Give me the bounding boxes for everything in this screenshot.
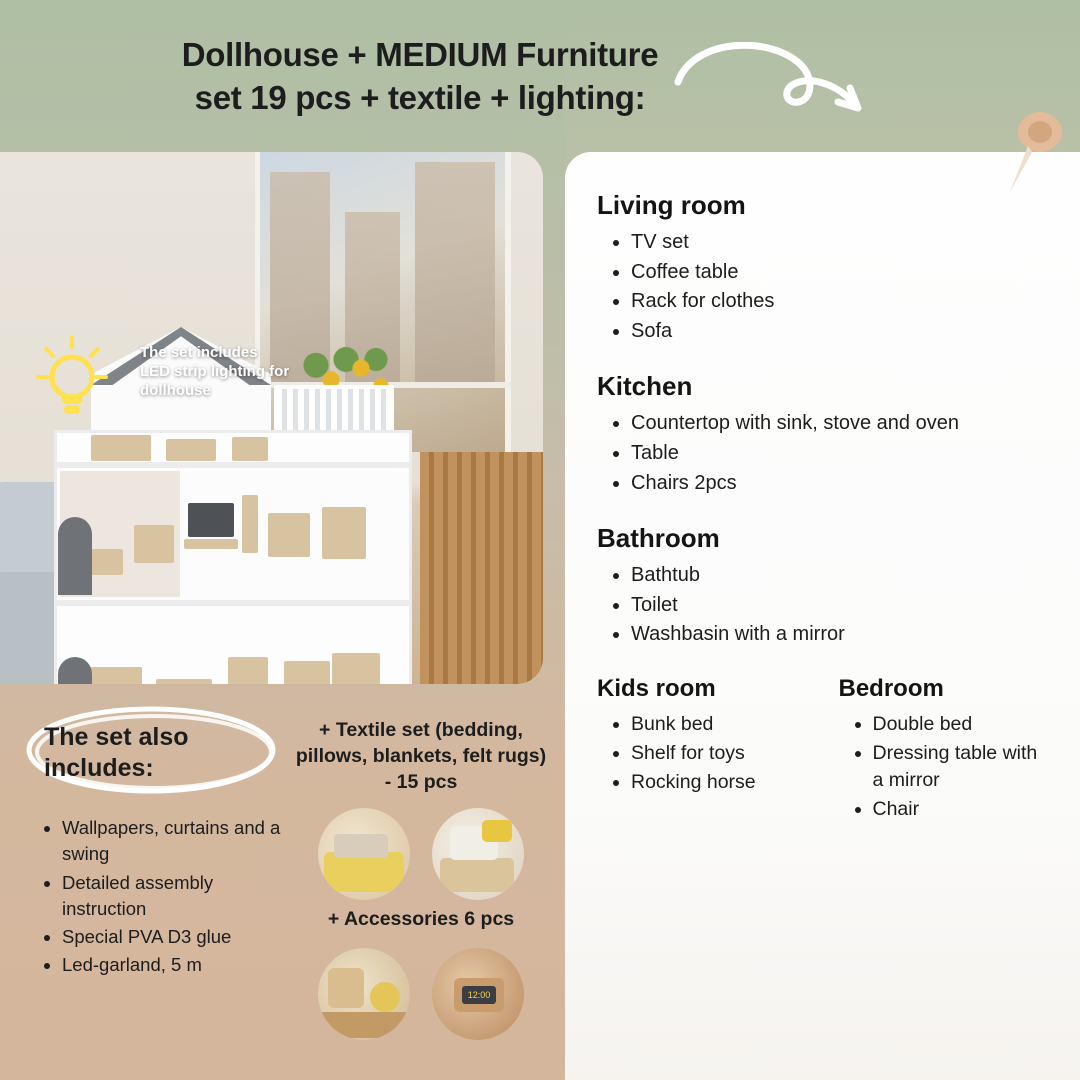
textile-set-title: + Textile set (bedding, pillows, blankets, felt rugs) - 15 pcs [295,719,547,794]
list-item: • Bunk bed [631,711,809,738]
list-item: • Dressing table with a mirror [873,740,1051,794]
push-pin-icon [1000,108,1070,198]
list-item: • Coffee table [631,259,1050,287]
accessory-clock-photo [432,948,524,1040]
room-section-living-room [597,190,1050,345]
dollhouse-photo [0,152,543,684]
room-section-bathroom [597,523,1050,649]
room-title: Kids room [597,674,716,702]
list-item: • Chair [873,796,1051,823]
list-item: • Bathtub [631,562,1050,590]
rooms-bottom-row [597,675,1050,851]
list-item: • Rack for clothes [631,288,1050,316]
list-item: • TV set [631,229,1050,257]
room-title: Bedroom [838,674,944,702]
list-item: • Led-garland, 5 m [62,952,289,978]
accessories-title: + Accessories 6 pcs [327,908,515,930]
list-item: • Shelf for toys [631,740,809,767]
room-title: Living room [597,190,746,220]
light-bulb-icon [36,335,108,421]
accessory-decor-photo [318,948,410,1040]
list-item: • Double bed [873,711,1051,738]
textile-bedding-photo [432,808,524,900]
list-item: • Sofa [631,318,1050,346]
extras-section [0,690,565,1080]
clock-display: 12:00 [462,986,496,1004]
room-section-kitchen [597,371,1050,497]
room-section-kids-room [597,675,809,825]
also-includes-title: The set also includes: [44,723,189,783]
textile-blanket-photo [318,808,410,900]
led-lighting-badge: The set includes LED strip lighting for dollhouse [140,344,290,399]
list-item: • Toilet [631,592,1050,620]
list-item: • Chairs 2pcs [631,470,1050,498]
curved-arrow-icon [672,42,882,132]
list-item: • Table [631,440,1050,468]
rooms-panel [565,152,1080,1080]
room-section-bedroom [839,675,1051,825]
list-item: • Countertop with sink, stove and oven [631,410,1050,438]
list-item: • Detailed assembly instruction [62,870,289,923]
room-title: Bathroom [597,523,720,554]
room-title: Kitchen [597,371,693,402]
list-item: • Wallpapers, curtains and a swing [62,815,289,868]
title-line-2: set 19 pcs + textile + lighting: [194,78,646,116]
title-line-1: Dollhouse + MEDIUM Furniture [181,36,659,73]
list-item: • Special PVA D3 glue [62,924,289,950]
also-includes-list [44,815,289,981]
list-item: • Washbasin with a mirror [631,621,1050,649]
list-item: • Rocking horse [631,769,809,796]
